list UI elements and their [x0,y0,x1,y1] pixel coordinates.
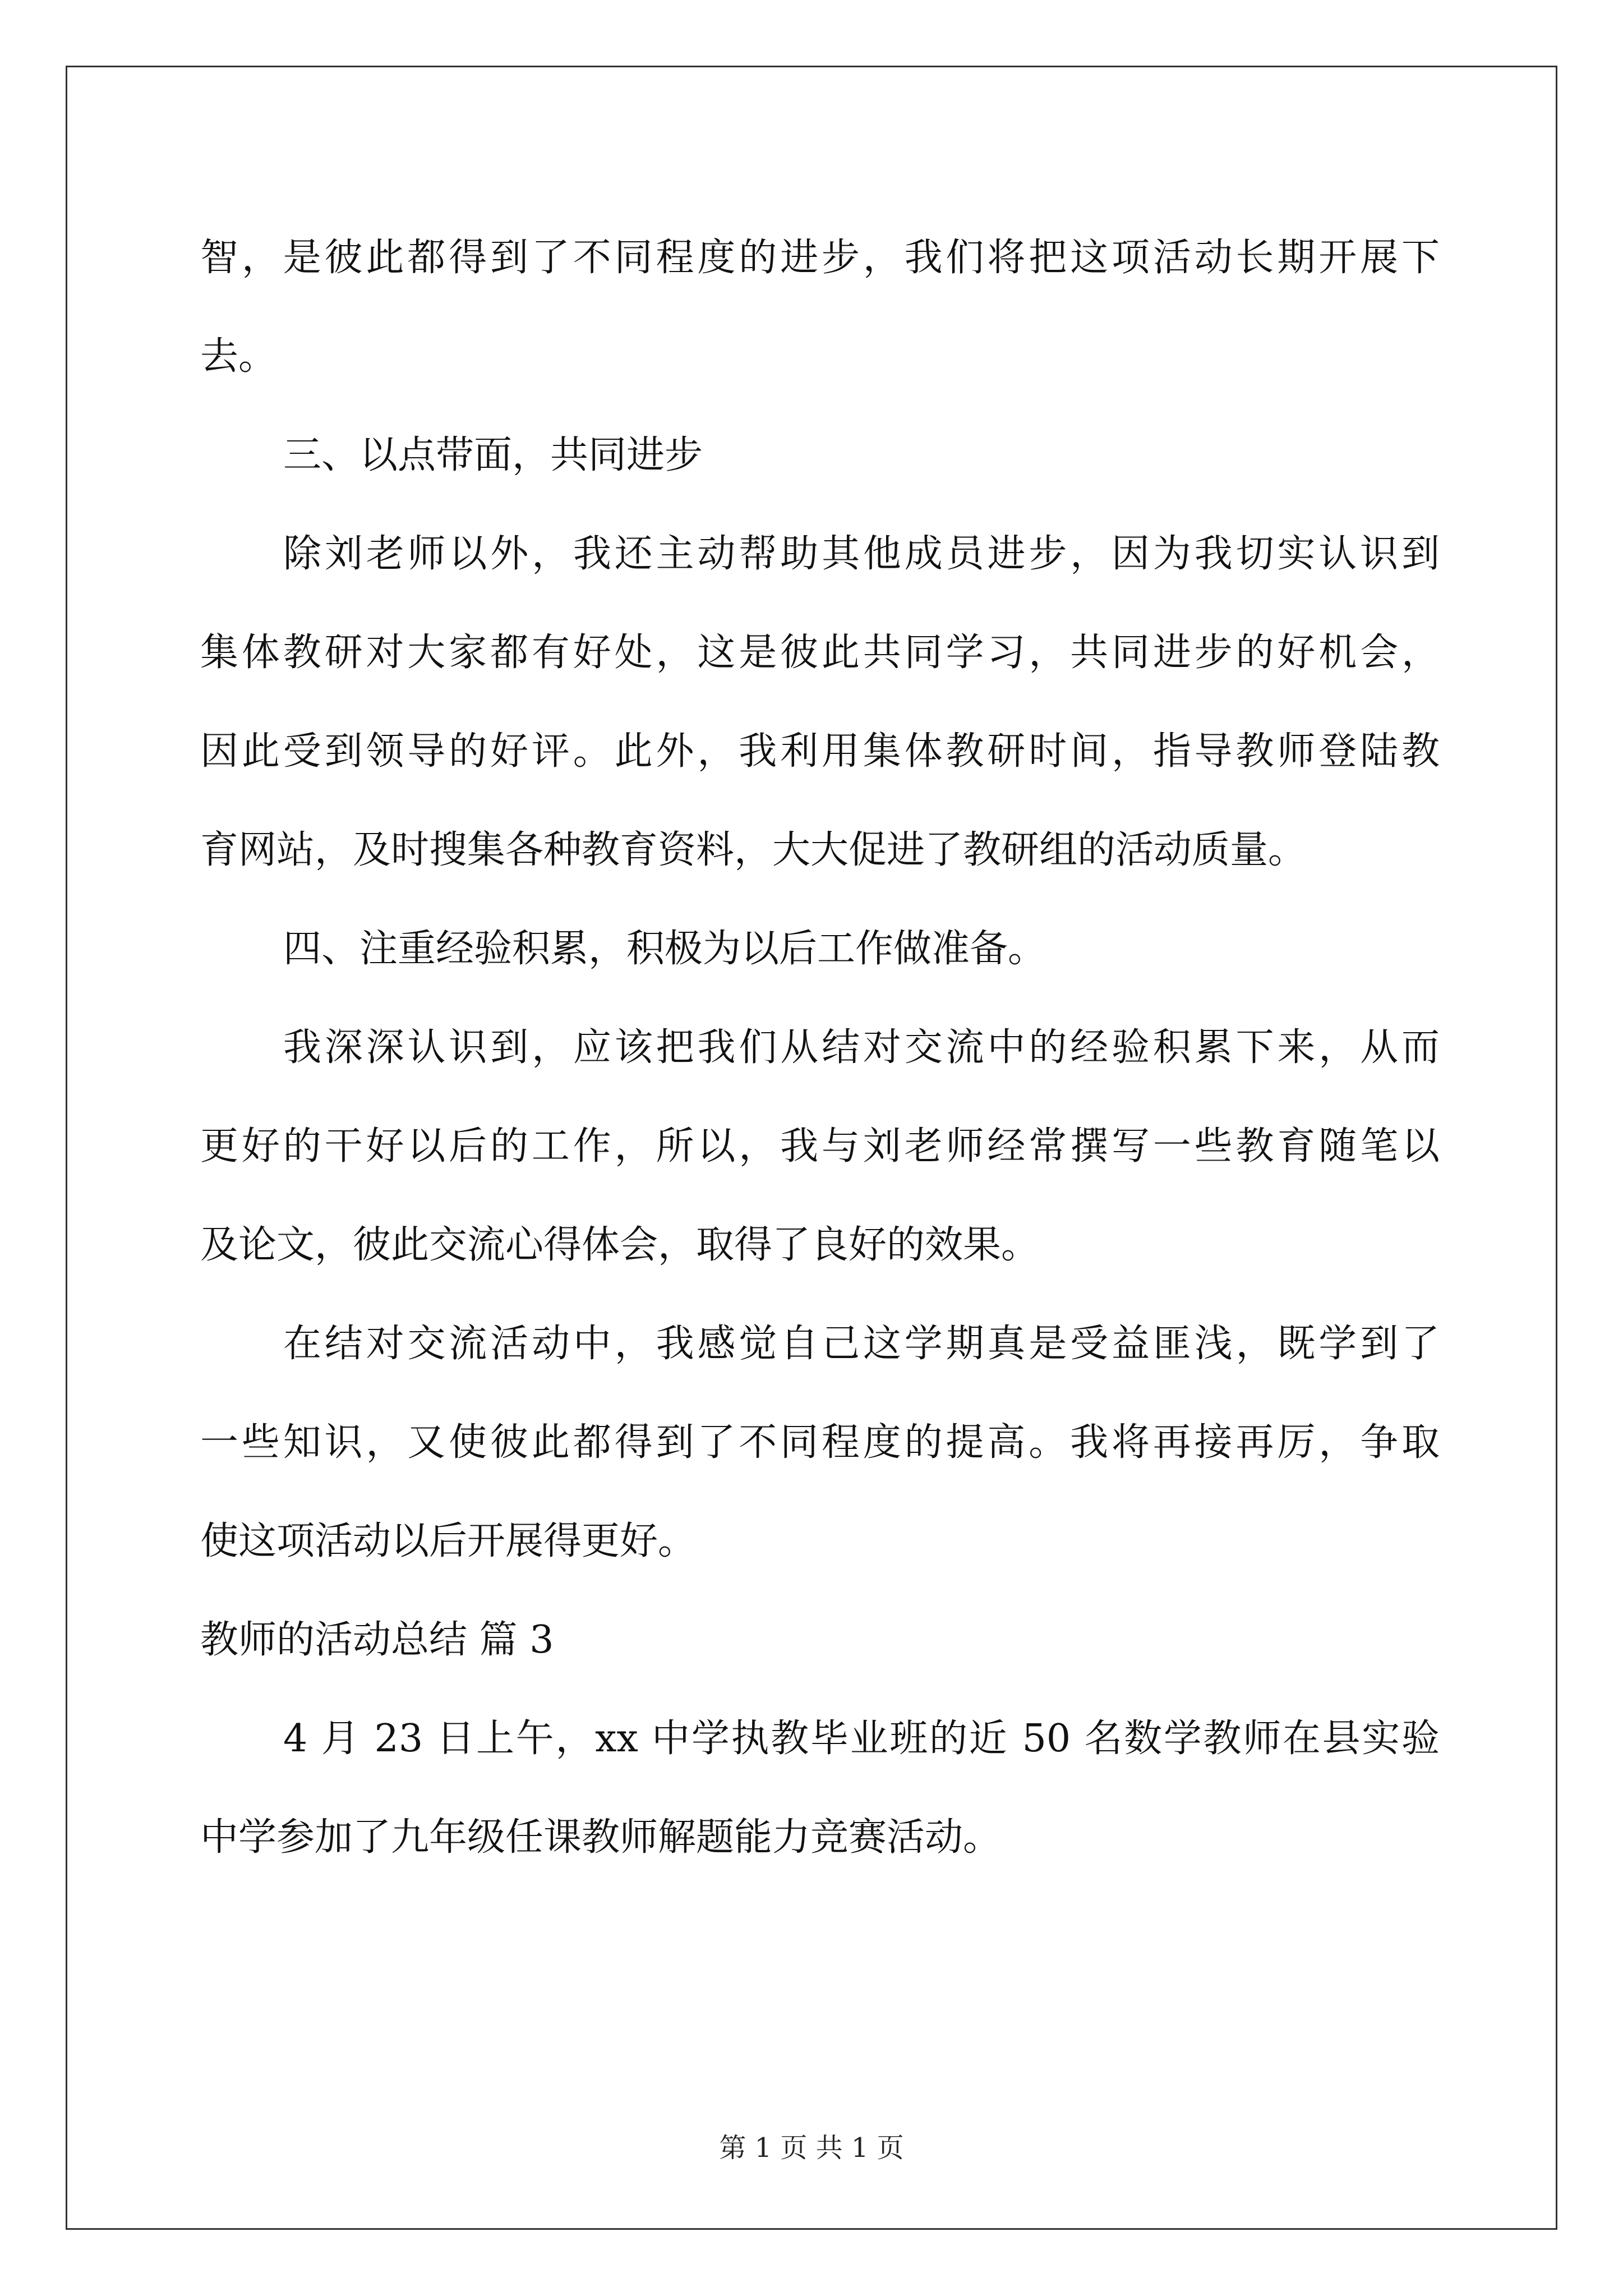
text-line-7: 育网站，及时搜集各种教育资料，大大促进了教研组的活动质量。 [200,828,1307,872]
text-line-13: 一些知识，又使彼此都得到了不同程度的提高。我将再接再厉，争取 [200,1420,1440,1465]
text-line-9: 我深深认识到，应该把我们从结对交流中的经验积累下来，从而 [283,1025,1440,1070]
document-body [200,209,1440,1887]
text-line-17: 中学参加了九年级任课教师解题能力竞赛活动。 [200,1815,1002,1860]
page-number-footer: 第 1 页 共 1 页 [719,2132,904,2164]
text-line-4: 除刘老师以外，我还主动帮助其他成员进步，因为我切实认识到 [283,532,1440,576]
article-title: 教师的活动总结 篇 3 [200,1618,554,1662]
text-line-12: 在结对交流活动中，我感觉自己这学期真是受益匪浅，既学到了 [283,1322,1440,1366]
text-line-2: 去。 [200,334,277,379]
text-line-16: 4 月 23 日上午，xx 中学执教毕业班的近 50 名数学教师在县实验 [283,1717,1440,1761]
text-line-14: 使这项活动以后开展得更好。 [200,1519,697,1563]
text-line-5: 集体教研对大家都有好处，这是彼此共同学习，共同进步的好机会， [200,631,1440,675]
section-heading-4: 四、注重经验积累，积极为以后工作做准备。 [283,927,1046,971]
text-line-10: 更好的干好以后的工作，所以，我与刘老师经常撰写一些教育随笔以 [200,1124,1440,1168]
text-line-11: 及论文，彼此交流心得体会，取得了良好的效果。 [200,1223,1040,1267]
text-line-1: 智，是彼此都得到了不同程度的进步，我们将把这项活动长期开展下 [200,236,1440,280]
section-heading-3: 三、以点带面，共同进步 [283,433,703,477]
text-line-6: 因此受到领导的好评。此外，我利用集体教研时间，指导教师登陆教 [200,729,1440,774]
